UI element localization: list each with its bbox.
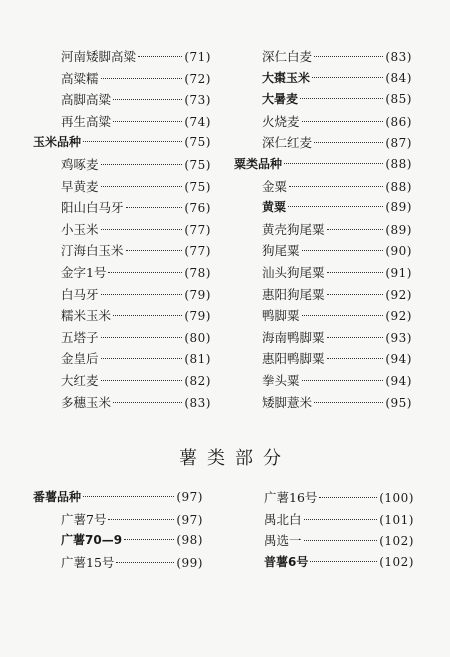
toc-page-number: (75) (184, 179, 211, 194)
dot-leader (101, 186, 183, 187)
toc-entry-title: 番薯品种 (33, 490, 82, 504)
toc-entry (234, 197, 412, 219)
toc-page-number: (83) (184, 395, 211, 410)
toc-page-number: (79) (184, 309, 211, 324)
toc-column-left-top (33, 46, 211, 413)
toc-page-number: (95) (385, 395, 412, 410)
toc-entry-title: 大红麦 (61, 372, 99, 388)
toc-entry-title: 白马牙 (61, 286, 99, 302)
toc-entry-title: 广薯70—9 (61, 533, 123, 548)
toc-entry (33, 68, 211, 90)
dot-leader (314, 402, 383, 403)
toc-page-number: (83) (385, 50, 412, 64)
toc-entry (234, 284, 412, 306)
toc-entry (234, 348, 412, 370)
toc-entry (234, 89, 412, 111)
toc-entry-title: 鸡啄麦 (61, 156, 99, 172)
toc-entry (234, 370, 412, 392)
section-title: 薯类部分 (179, 448, 291, 469)
toc-entry-title: 高粱糯 (61, 70, 99, 86)
dot-leader (124, 539, 174, 540)
toc-column-left-bottom (33, 487, 203, 573)
dot-leader (101, 294, 183, 295)
toc-page-number: (102) (379, 534, 414, 549)
toc-entry-title: 汀海白玉米 (61, 243, 124, 259)
dot-leader (304, 540, 378, 541)
toc-entry (234, 111, 412, 133)
toc-page-number: (80) (184, 330, 211, 345)
dot-leader (108, 519, 174, 520)
toc-entry-title: 广薯15号 (61, 554, 115, 570)
toc-entry-title: 阳山白马牙 (61, 200, 124, 216)
toc-page-number: (84) (385, 70, 412, 85)
dot-leader (126, 250, 183, 251)
toc-entry-title: 海南鸭脚粟 (262, 329, 325, 345)
dot-leader (101, 380, 183, 381)
toc-entry-title: 黄壳狗尾粟 (262, 221, 325, 237)
toc-page-number: (91) (385, 265, 412, 280)
toc-entry-title: 高脚高粱 (61, 92, 112, 108)
toc-entry-title: 广薯16号 (264, 490, 318, 505)
dot-leader (101, 78, 183, 79)
toc-page-number: (76) (184, 201, 211, 216)
toc-entry-title: 火烧麦 (262, 113, 300, 129)
toc-entry (33, 262, 211, 284)
toc-entry-title: 汕头狗尾粟 (262, 264, 325, 280)
toc-page-number: (100) (379, 491, 414, 505)
toc-entry (33, 219, 211, 241)
dot-leader (113, 402, 182, 403)
toc-entry-title: 大棗玉米 (262, 70, 311, 85)
dot-leader (116, 562, 174, 563)
toc-entry-title: 惠阳鸭脚粟 (262, 351, 325, 367)
dot-leader (113, 99, 182, 100)
toc-entry-title: 金皇后 (61, 351, 99, 367)
toc-entry (234, 240, 412, 262)
toc-page-number: (92) (385, 287, 412, 302)
dot-leader (302, 315, 384, 316)
dot-leader (314, 56, 383, 57)
toc-page-number: (74) (184, 114, 211, 129)
toc-page-number: (86) (385, 114, 412, 129)
toc-entry (33, 284, 211, 306)
toc-page-number: (89) (385, 222, 412, 237)
dot-leader (289, 186, 383, 187)
dot-leader (113, 121, 182, 122)
toc-entry-title: 拳头粟 (262, 372, 300, 388)
toc-page-number: (101) (379, 512, 414, 527)
dot-leader (327, 272, 384, 273)
dot-leader (108, 272, 182, 273)
dot-leader (83, 496, 174, 497)
toc-entry-title: 鸭脚粟 (262, 308, 300, 324)
toc-page-number: (79) (184, 287, 211, 302)
toc-page-number: (98) (176, 533, 203, 548)
toc-entry (33, 530, 203, 552)
toc-entry (234, 392, 412, 414)
dot-leader (101, 358, 183, 359)
toc-entry (234, 176, 412, 198)
toc-page-number: (102) (379, 554, 414, 569)
toc-entry-title: 深仁白麦 (262, 49, 313, 64)
dot-leader (302, 250, 384, 251)
toc-entry-title: 惠阳狗尾粟 (262, 286, 325, 302)
toc-entry-title: 多穗玉米 (61, 394, 112, 410)
dot-leader (327, 229, 384, 230)
toc-category (33, 132, 211, 154)
toc-entry (234, 219, 412, 241)
toc-entry-title: 玉米品种 (33, 135, 82, 150)
dot-leader (327, 337, 384, 338)
toc-entry (234, 46, 412, 68)
dot-leader (314, 142, 383, 143)
toc-entry-title: 禺北白 (264, 511, 302, 527)
toc-entry (33, 370, 211, 392)
toc-entry (33, 46, 211, 68)
toc-page-number: (77) (184, 222, 211, 237)
dot-leader (113, 315, 182, 316)
toc-entry-title: 糯米玉米 (61, 308, 112, 324)
dot-leader (304, 519, 378, 520)
toc-entry (234, 327, 412, 349)
toc-page-number: (78) (184, 265, 211, 280)
dot-leader (288, 206, 383, 207)
toc-entry (33, 348, 211, 370)
toc-entry-title: 早黄麦 (61, 178, 99, 194)
toc-entry (33, 89, 211, 111)
dot-leader (284, 163, 383, 164)
toc-entry (33, 197, 211, 219)
toc-entry (234, 132, 412, 154)
toc-entry-title: 禺选一 (264, 533, 302, 549)
toc-entry (234, 305, 412, 327)
toc-entry (234, 68, 412, 90)
toc-page-number: (85) (385, 92, 412, 107)
toc-page-number: (75) (184, 135, 211, 150)
toc-entry-title: 五塔子 (61, 329, 99, 345)
dot-leader (310, 561, 377, 562)
toc-entry-title: 普薯6号 (264, 554, 309, 569)
dot-leader (302, 380, 384, 381)
toc-entry (264, 509, 414, 531)
dot-leader (302, 121, 384, 122)
toc-entry (234, 262, 412, 284)
toc-entry (33, 552, 203, 574)
toc-column-right-top (234, 46, 412, 413)
dot-leader (83, 141, 182, 142)
toc-page-number: (72) (184, 71, 211, 86)
toc-page-number: (82) (184, 373, 211, 388)
toc-entry-title: 深仁红麦 (262, 135, 313, 151)
toc-entry (33, 392, 211, 414)
toc-column-right-bottom (264, 487, 414, 573)
toc-entry (264, 487, 414, 509)
toc-page-number: (99) (176, 555, 203, 570)
toc-entry (33, 327, 211, 349)
toc-page-number: (88) (385, 156, 412, 171)
toc-entry-title: 矮脚薏米 (262, 394, 313, 410)
toc-entry (33, 509, 203, 531)
dot-leader (327, 358, 384, 359)
toc-page-number: (88) (385, 179, 412, 194)
toc-page-number: (75) (184, 157, 211, 172)
dot-leader (101, 337, 183, 338)
toc-entry (33, 154, 211, 176)
toc-entry (264, 552, 414, 574)
toc-page-number: (77) (184, 244, 211, 259)
toc-category (33, 487, 203, 509)
toc-page-number: (94) (385, 352, 412, 367)
toc-entry (264, 530, 414, 552)
dot-leader (101, 164, 183, 165)
toc-entry-title: 小玉米 (61, 221, 99, 237)
toc-entry (33, 305, 211, 327)
toc-entry-title: 金字1号 (61, 264, 107, 280)
dot-leader (101, 229, 183, 230)
toc-category (234, 154, 412, 176)
dot-leader (126, 207, 183, 208)
toc-entry-title: 黄粟 (262, 200, 287, 215)
toc-page-number: (89) (385, 200, 412, 215)
toc-page-number: (97) (176, 512, 203, 527)
toc-page-number: (87) (385, 136, 412, 151)
dot-leader (300, 98, 383, 99)
dot-leader (327, 294, 384, 295)
toc-entry-title: 粟类品种 (234, 156, 283, 171)
dot-leader (312, 77, 383, 78)
toc-entry (33, 240, 211, 262)
toc-page-number: (97) (176, 490, 203, 504)
toc-entry-title: 河南矮脚高粱 (61, 49, 137, 64)
toc-entry (33, 176, 211, 198)
toc-page-number: (93) (385, 330, 412, 345)
toc-entry (33, 111, 211, 133)
toc-page-number: (94) (385, 373, 412, 388)
toc-entry-title: 金粟 (262, 178, 288, 194)
toc-entry-title: 再生高粱 (61, 113, 112, 129)
toc-page-number: (92) (385, 309, 412, 324)
toc-page-number: (81) (184, 352, 211, 367)
toc-page-number: (90) (385, 244, 412, 259)
toc-page-number: (71) (184, 50, 211, 64)
dot-leader (319, 497, 377, 498)
toc-entry-title: 狗尾粟 (262, 243, 300, 259)
dot-leader (138, 56, 182, 57)
toc-entry-title: 大暑麦 (262, 92, 299, 107)
toc-entry-title: 广薯7号 (61, 511, 107, 527)
toc-page-number: (73) (184, 93, 211, 108)
